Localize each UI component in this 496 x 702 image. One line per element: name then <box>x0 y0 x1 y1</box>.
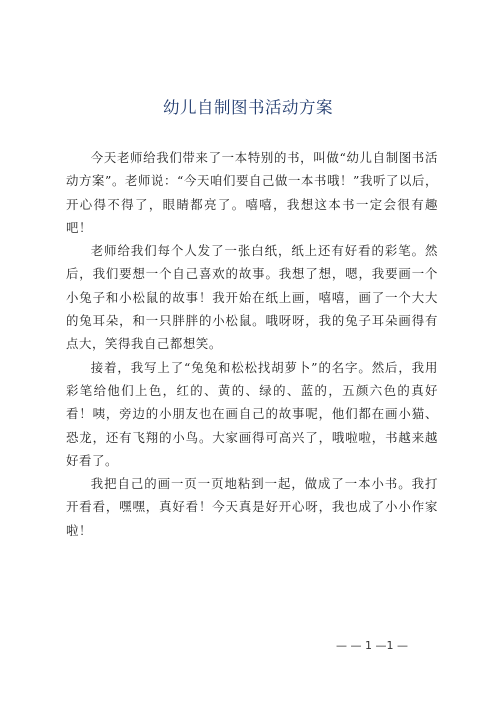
paragraph-3: 接着，我写上了“兔兔和松松找胡萝卜”的名字。然后，我用彩笔给他们上色，红的、黄的、绿的、蓝的，五颜六色的真好看！咦，旁边的小朋友也在画自己的故事呢，他们都在画小猫、恐龙，还有飞翔的小鸟。大家画得可高兴了，哦啦啦，书越来越好看了。 <box>66 359 438 468</box>
paragraph-4: 我把自己的画一页一页地粘到一起，做成了一本小书。我打开看看，嘿嘿，真好看！今天真是好开心呀，我也成了小小作家啦！ <box>66 476 438 538</box>
paragraph-1: 今天老师给我们带来了一本特别的书，叫做“幼儿自制图书活动方案”。老师说：“今天咱们要自己做一本书哦！”我听了以后，开心得不得了，眼睛都亮了。嘻嘻，我想这本书一定会很有趣吧！ <box>66 150 438 235</box>
paragraph-2: 老师给我们每个人发了一张白纸，纸上还有好看的彩笔。然后，我们要想一个自己喜欢的故事。我想了想，嗯，我要画一个小兔子和小松鼠的故事！我开始在纸上画，嘻嘻，画了一个大大的兔耳朵，和一只胖胖的小松鼠。哦呀呀，我的兔子耳朵画得有点大，笑得我自己都想笑。 <box>66 243 438 352</box>
page-number: — — 1 —1 — <box>336 639 408 652</box>
document-body <box>66 146 438 542</box>
document-title: 幼儿自制图书活动方案 <box>163 98 333 117</box>
